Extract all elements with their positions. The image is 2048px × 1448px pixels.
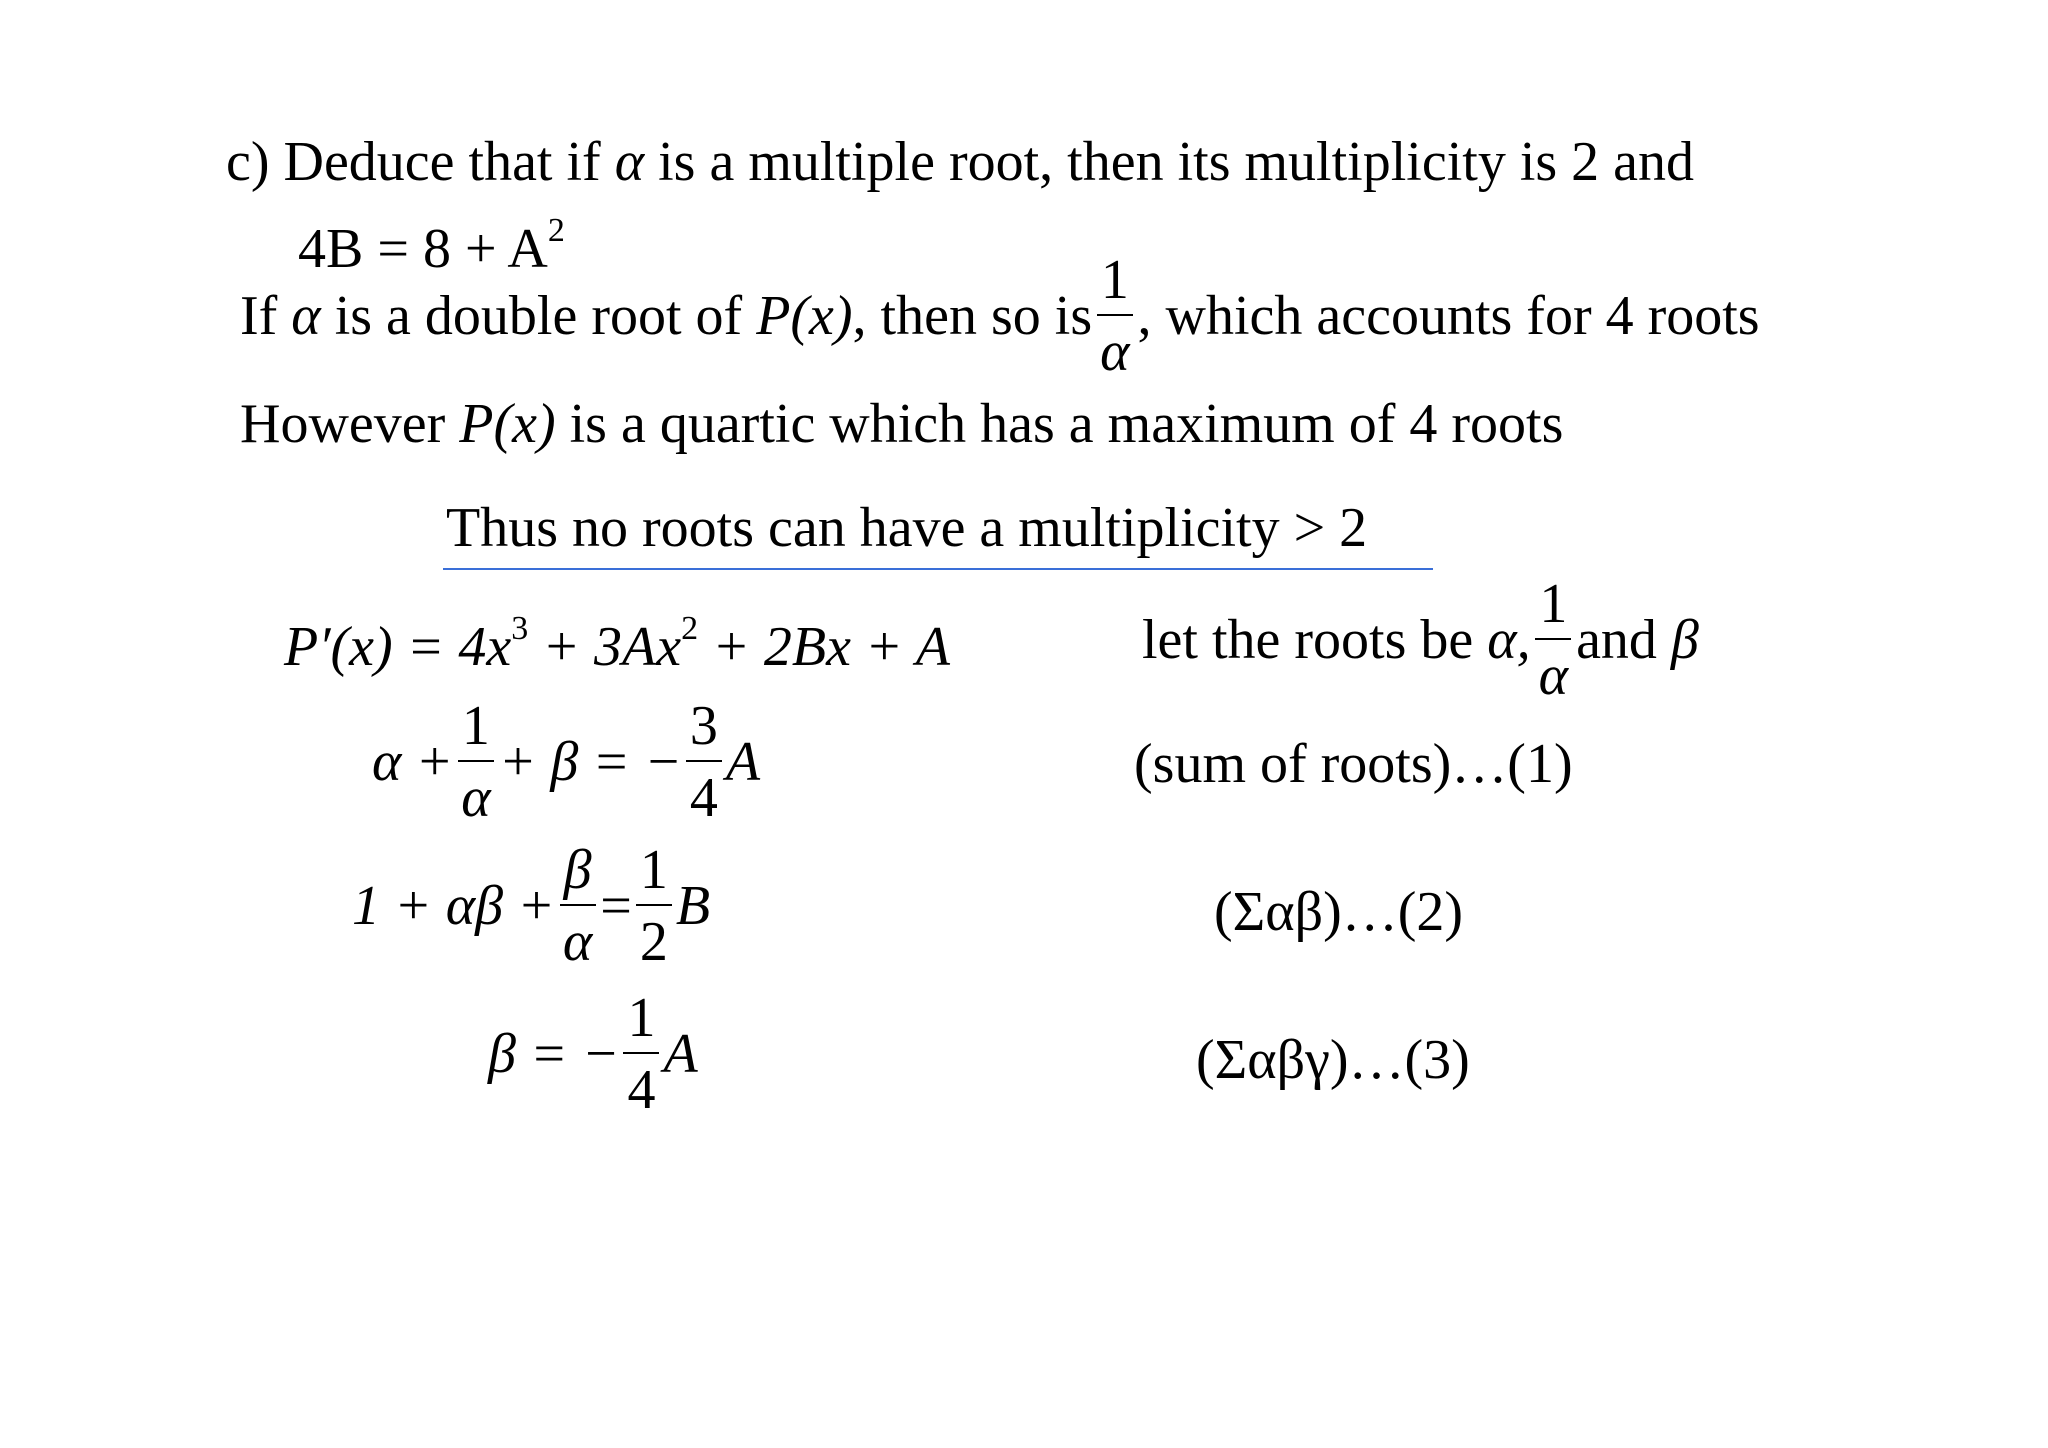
roots-intro [1142,573,1699,707]
alpha-symbol: α [614,131,645,193]
equation-2: 1 + αβ + $\frac{\beta}{\alpha}$ = $\frac{1}{2}$ B [352,839,711,973]
function-p-of-x: P(x) [756,285,853,347]
double-root-suffix: , which accounts for 4 roots [1137,285,1760,347]
double-root-middle: is a double root of [334,285,743,347]
double-root-prefix: If [240,285,278,347]
then-text: , then so is [852,285,1093,347]
equation-1-label: (sum of roots)…(1) [1134,733,1573,795]
beta-symbol: β [1670,609,1699,671]
fraction: $\frac{1}{4}$ [623,990,659,1118]
and-word: and [1576,609,1657,671]
equation-1: α + $\frac{1}{\alpha}$ + β = − $\frac{3}{4}$ A [372,695,761,829]
reciprocal-alpha-fraction [1096,249,1133,383]
fraction: $\frac{\beta}{\alpha}$ [559,842,596,970]
derivative-equation: $P'(x) = 4x^3 + 3Ax^2 + 2Bx + A$ [284,610,950,678]
function-p-of-x: P(x) [459,393,556,455]
quartic-prefix: However [240,393,446,455]
fraction: $\frac{3}{4}$ [686,698,722,826]
quartic-line [240,393,1564,455]
alpha-symbol: α, [1487,609,1531,671]
fraction: $\frac{1}{\alpha}$ [457,698,494,826]
double-root-line [240,249,1760,383]
roots-intro-prefix: let the roots be [1142,609,1474,671]
fraction-numerator: 1 [1097,252,1133,316]
equation-3: β = − $\frac{1}{4}$ A [488,987,698,1121]
conclusion-underline [443,568,1433,570]
fraction: $\frac{1}{2}$ [636,842,672,970]
fraction-denominator: α [1100,321,1130,383]
condition-exponent: 2 [547,212,565,249]
fraction-denominator: α [1538,645,1569,707]
quartic-suffix: is a quartic which has a maximum of 4 roots [569,393,1564,455]
equation-2-label: (Σαβ)…(2) [1214,881,1464,943]
fraction-numerator: 1 [1535,576,1571,640]
heading-suffix: is a multiple root, then its multiplicity is 2 and [658,131,1695,193]
alpha-symbol: α [291,285,321,347]
heading-prefix: c) Deduce that if [226,131,601,193]
exponent: 3 [511,610,529,647]
heading-line [226,131,1695,193]
condition-lhs: $4B = 8 + A^2$ [298,212,565,280]
reciprocal-alpha-fraction [1535,573,1572,707]
equation-3-label: (Σαβγ)…(3) [1196,1029,1470,1091]
conclusion-text: Thus no roots can have a multiplicity > 2 [446,497,1368,559]
exponent: 2 [681,610,699,647]
